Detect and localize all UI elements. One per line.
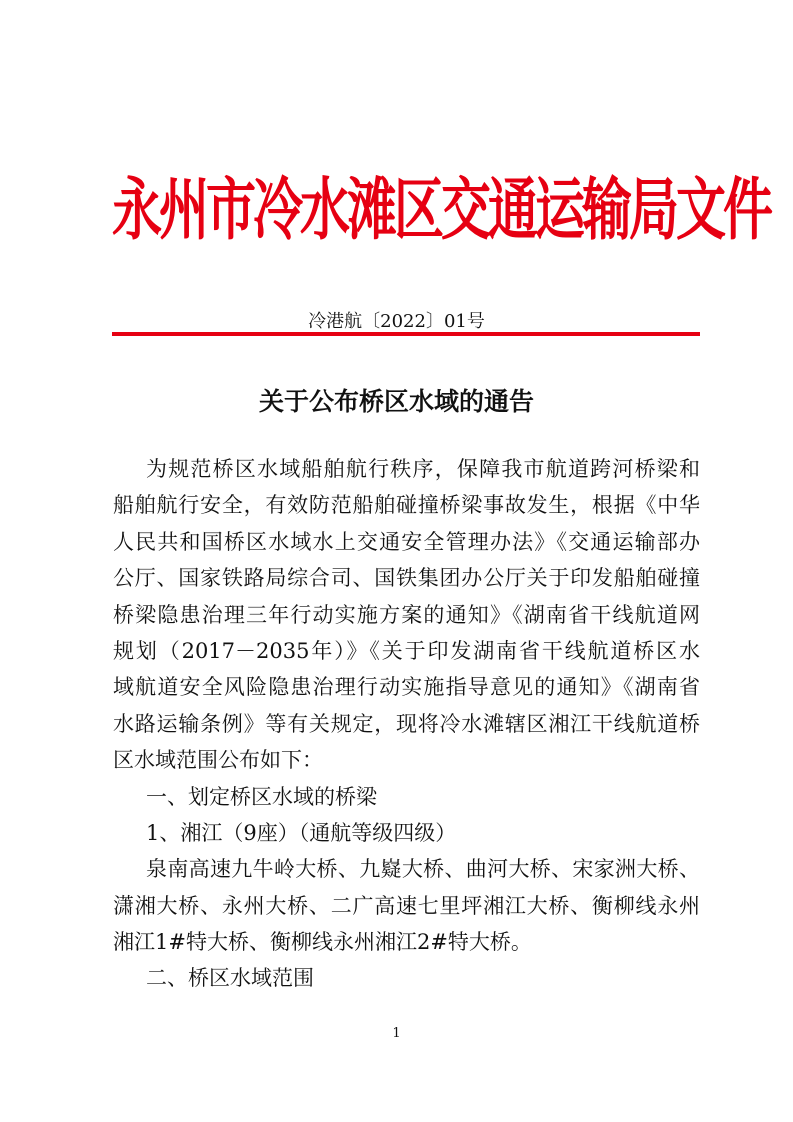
body-line: 船舶航行安全，有效防范船舶碰撞桥梁事故发生，根据《中华 xyxy=(113,493,700,518)
body-line: 泉南高速九牛岭大桥、九嶷大桥、曲河大桥、宋家洲大桥、 xyxy=(146,857,700,882)
body-line: 规划（2017－2035年）》《关于印发湖南省干线航道桥区水 xyxy=(113,638,700,663)
section-heading: 二、桥区水域范围 xyxy=(146,966,314,991)
body-line: 域航道安全风险隐患治理行动实施指导意见的通知》《湖南省 xyxy=(113,675,700,700)
document-number: 冷港航〔2022〕01号 xyxy=(308,311,485,332)
body-line: 公厅、国家铁路局综合司、国铁集团办公厅关于印发船舶碰撞 xyxy=(113,566,700,591)
notice-body xyxy=(113,451,700,997)
body-line: 湘江1#特大桥、衡柳线永州湘江2#特大桥。 xyxy=(113,930,532,955)
issuing-authority-header: 永州市冷水滩区交通运输局文件 xyxy=(112,169,770,250)
body-line: 桥梁隐患治理三年行动实施方案的通知》《湖南省干线航道网 xyxy=(113,602,700,627)
body-line: 水路运输条例》等有关规定，现将冷水滩辖区湘江干线航道桥 xyxy=(113,711,700,736)
body-line: 区水域范围公布如下： xyxy=(113,748,323,773)
red-divider xyxy=(112,332,700,336)
subsection-heading: 1、湘江（9座）（通航等级四级） xyxy=(146,820,457,845)
page-number: 1 xyxy=(392,1026,401,1041)
section-heading: 一、划定桥区水域的桥梁 xyxy=(146,784,377,809)
notice-title: 关于公布桥区水域的通告 xyxy=(258,387,534,416)
body-line: 为规范桥区水域船舶航行秩序，保障我市航道跨河桥梁和 xyxy=(146,457,700,481)
body-line: 人民共和国桥区水域水上交通安全管理办法》《交通运输部办 xyxy=(113,529,700,554)
body-line: 潇湘大桥、永州大桥、二广高速七里坪湘江大桥、衡柳线永州 xyxy=(113,893,700,918)
